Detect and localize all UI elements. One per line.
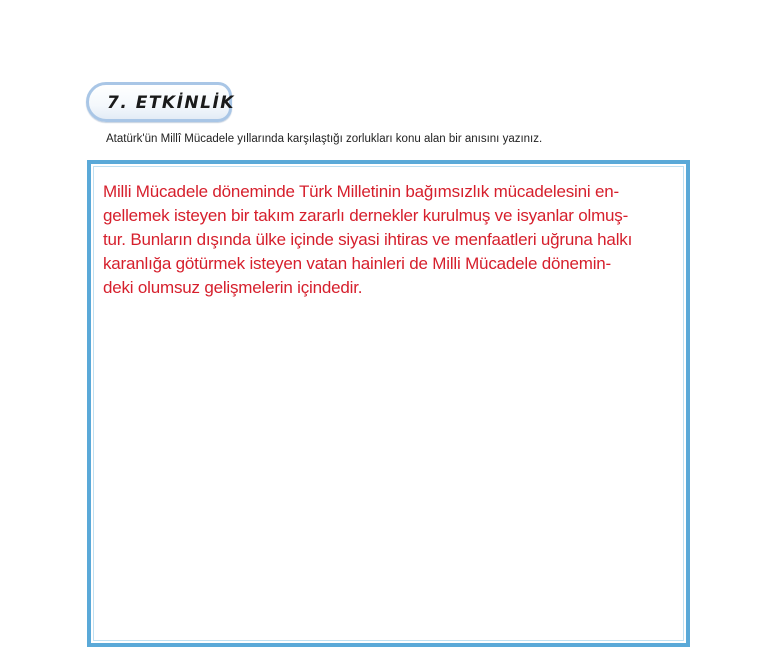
answer-line: deki olumsuz gelişmelerin içindedir. xyxy=(103,278,363,297)
answer-line: karanlığa götürmek isteyen vatan hainleri de Milli Mücadele dönemin- xyxy=(103,254,612,273)
answer-line: tur. Bunların dışında ülke içinde siyasi ihtiras ve menfaatleri uğruna halkı xyxy=(103,230,633,249)
answer-box[interactable] xyxy=(87,160,690,647)
activity-title-tab xyxy=(86,82,235,122)
answer-line: Milli Mücadele döneminde Türk Milletinin bağımsızlık mücadelesini en- xyxy=(103,182,619,201)
activity-instruction: Atatürk'ün Millî Mücadele yıllarında karşılaştığı zorlukları konu alan bir anısını yazınız. xyxy=(106,133,543,145)
answer-line: gellemek isteyen bir takım zararlı dernekler kurulmuş ve isyanlar olmuş- xyxy=(103,206,629,225)
answer-text xyxy=(103,180,678,300)
activity-title: 7. ETKİNLİK xyxy=(107,93,235,113)
